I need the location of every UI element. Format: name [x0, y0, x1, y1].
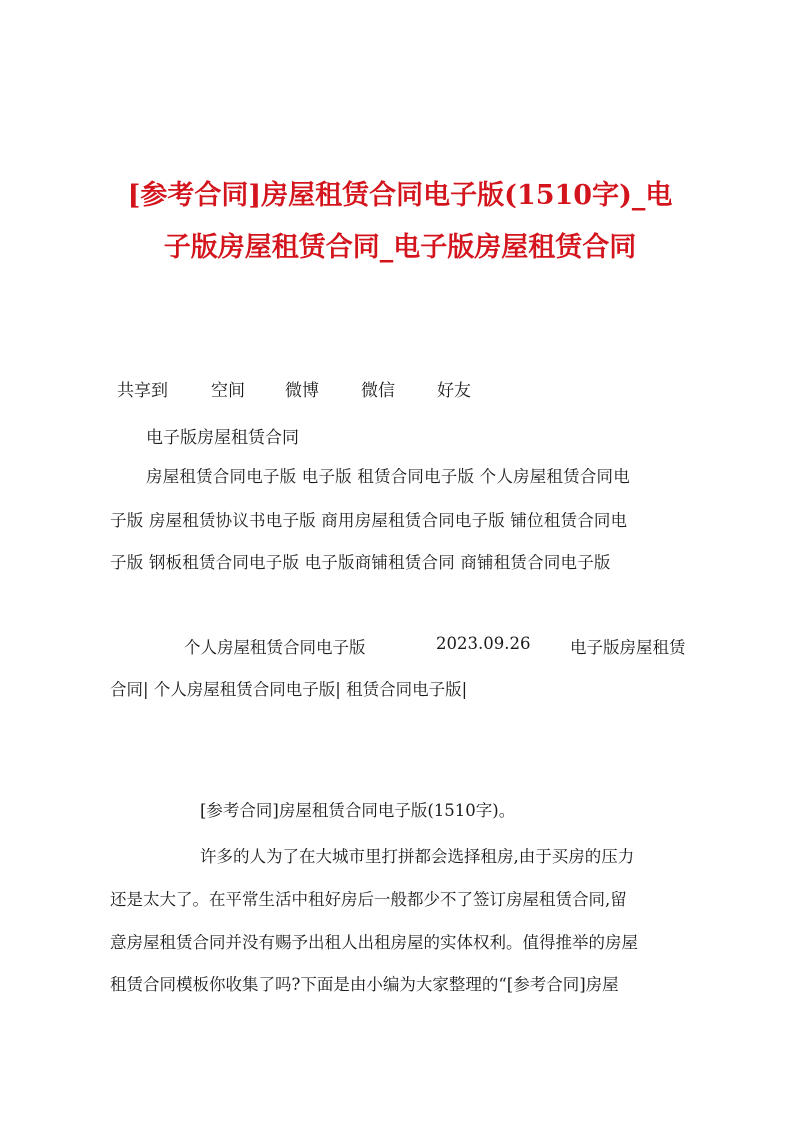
category-label: 电子版房屋租赁合同	[146, 428, 299, 448]
article-line-3: 意房屋租赁合同并没有赐予出租人出租房屋的实体权利。值得推举的房屋	[110, 933, 638, 952]
title-line-1: [参考合同]房屋租赁合同电子版(1510字)_电	[127, 180, 673, 211]
related-links-line[interactable]: 合同| 个人房屋租赁合同电子版| 租赁合同电子版|	[110, 680, 468, 699]
meta-doc-title: 个人房屋租赁合同电子版	[184, 638, 366, 657]
share-wechat-link[interactable]: 微信	[361, 381, 395, 401]
article-line-2: 还是太大了。在平常生活中租好房后一般都少不了签订房屋租赁合同,留	[110, 890, 627, 909]
related-link-1[interactable]: 电子版房屋租赁	[570, 638, 686, 657]
document-title	[100, 170, 700, 274]
title-line-2: 子版房屋租赁合同_电子版房屋租赁合同	[163, 232, 637, 263]
tag-line-1[interactable]: 房屋租赁合同电子版 电子版 租赁合同电子版 个人房屋租赁合同电	[146, 467, 630, 486]
share-label: 共享到	[117, 381, 168, 401]
share-qzone-link[interactable]: 空间	[211, 381, 245, 401]
meta-date: 2023.09.26	[436, 634, 531, 653]
tag-line-3[interactable]: 子版 钢板租赁合同电子版 电子版商铺租赁合同 商铺租赁合同电子版	[110, 553, 611, 572]
tag-line-2[interactable]: 子版 房屋租赁协议书电子版 商用房屋租赁合同电子版 铺位租赁合同电	[110, 511, 628, 530]
article-heading: [参考合同]房屋租赁合同电子版(1510字)。	[200, 801, 516, 820]
article-line-1: 许多的人为了在大城市里打拼都会选择租房,由于买房的压力	[200, 847, 635, 866]
article-line-4: 租赁合同模板你收集了吗?下面是由小编为大家整理的“[参考合同]房屋	[110, 975, 619, 994]
share-friend-link[interactable]: 好友	[437, 381, 471, 401]
share-weibo-link[interactable]: 微博	[285, 381, 319, 401]
